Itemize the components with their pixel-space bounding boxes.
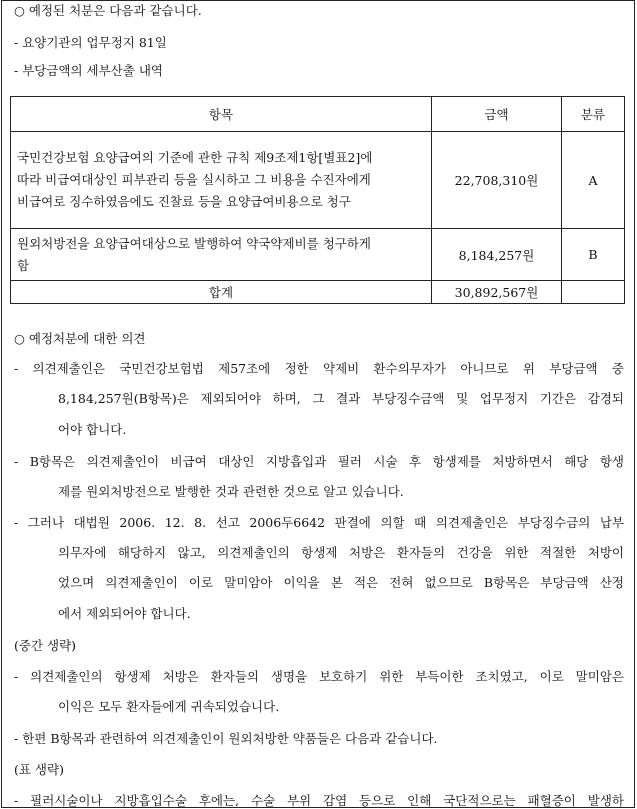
header-item: 항목 (11, 97, 432, 132)
row-b-category: B (562, 229, 625, 281)
section1-heading: ○ 예정된 처분은 다음과 같습니다. (14, 3, 202, 18)
opinion-p1-line1: - 의견제출인은 국민건강보험법 제57조에 정한 약제비 환수의무자가 아니므로 위 부당금액 중 (14, 361, 624, 376)
table-header-row (11, 97, 625, 132)
table-row (11, 229, 625, 281)
opinion-p3-line2: 의무자에 해당하지 않고, 의견제출인의 항생제 처방은 환자들의 건강을 위한 적절한 처방이 (58, 545, 624, 560)
row-a-description: 국민건강보험 요양급여의 기준에 관한 규칙 제9조제1항[별표2]에 따라 비급여대상인 피부관리 등을 실시하고 그 비용을 수진자에게 비급여로 징수하였음에도 진찰료 등을 요양급여비용으로 청구 (11, 132, 432, 229)
section2-heading: ○ 예정처분에 대한 의견 (14, 331, 146, 346)
table-row (11, 132, 625, 229)
disposition-item-suspension: - 요양기관의 업무정지 81일 (14, 35, 167, 50)
opinion-p3-line1: - 그러나 대법원 2006. 12. 8. 선고 2006두6642 판결에 의할 때 의견제출인은 부당징수금의 납부 (14, 515, 624, 530)
opinion-p2-line2: 제를 원외처방전으로 발행한 것과 관련한 것으로 알고 있습니다. (58, 484, 404, 499)
opinion-p4-line2: 이익은 모두 환자들에게 귀속되었습니다. (58, 699, 280, 714)
total-label: 합계 (11, 281, 432, 304)
header-category: 분류 (562, 97, 625, 132)
disposition-item-breakdown: - 부당금액의 세부산출 내역 (14, 63, 163, 78)
opinion-p2-line1: - B항목은 의견제출인이 비급여 대상인 지방흡입과 필러 시술 후 항생제를 처방하면서 해당 항생 (14, 454, 624, 469)
row-b-amount: 8,184,257원 (432, 229, 562, 281)
row-a-category: A (562, 132, 625, 229)
opinion-p1-line2: 8,184,257원(B항목)은 제외되어야 하며, 그 결과 부당징수금액 및 업무정지 기간은 감경되 (58, 391, 624, 406)
opinion-p1-line3: 어야 합니다. (58, 422, 127, 437)
omission-note-middle: (중간 생략) (14, 638, 77, 653)
opinion-p3-line3: 었으며 의견제출인이 이로 말미암아 이익을 본 적은 전혀 없으므로 B항목은 부당금액 산정 (58, 575, 624, 590)
amount-table (10, 96, 625, 304)
opinion-p6-line1: - 필러시술이나 지방흡입수술 후에는, 수술 부위 감염 등으로 인해 국단적으로는 패혈증이 발생하 (14, 793, 624, 808)
opinion-p4-line1: - 의견제출인의 항생제 처방은 환자들의 생명을 보호하기 위한 부득이한 조치였고, 이로 말미암은 (14, 669, 624, 684)
header-amount: 금액 (432, 97, 562, 132)
total-amount: 30,892,567원 (432, 281, 562, 304)
table-total-row (11, 281, 625, 304)
opinion-p5: - 한편 B항목과 관련하여 의견제출인이 원외처방한 약품들은 다음과 같습니다. (14, 731, 438, 746)
row-a-amount: 22,708,310원 (432, 132, 562, 229)
omission-note-table: (표 생략) (14, 762, 64, 777)
row-b-description: 원외처방전을 요양급여대상으로 발행하여 약국약제비를 청구하게 함 (11, 229, 432, 281)
total-category-empty (562, 281, 625, 304)
opinion-p3-line4: 에서 제외되어야 합니다. (58, 606, 191, 621)
